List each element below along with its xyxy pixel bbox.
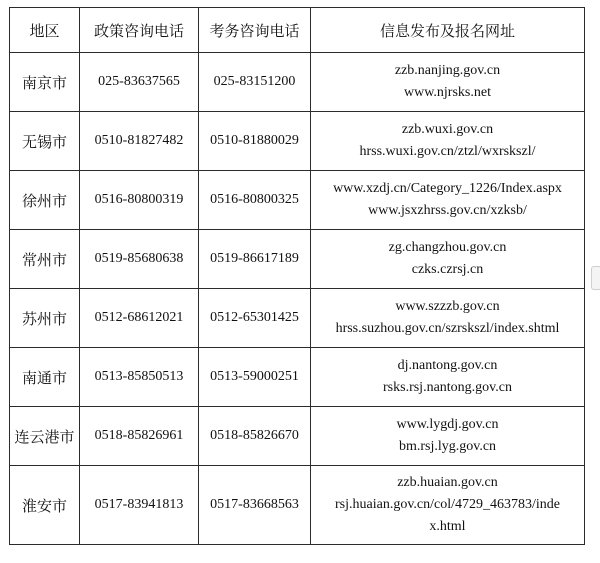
website-cell bbox=[311, 53, 585, 112]
exam-phone-cell: 025-83151200 bbox=[199, 53, 311, 112]
exam-phone-cell: 0513-59000251 bbox=[199, 348, 311, 407]
table-row bbox=[10, 53, 585, 112]
website-link: rsj.huaian.gov.cn/col/4729_463783/inde bbox=[335, 497, 560, 512]
table-row bbox=[10, 466, 585, 545]
website-link: czks.czrsj.cn bbox=[411, 262, 484, 277]
website-link: hrss.wuxi.gov.cn/ztzl/wxrskszl/ bbox=[359, 144, 536, 159]
website-link: www.lygdj.gov.cn bbox=[396, 417, 499, 432]
website-cell bbox=[311, 112, 585, 171]
website-link: zzb.wuxi.gov.cn bbox=[401, 122, 494, 137]
website-cell bbox=[311, 230, 585, 289]
city-cell: 无锡市 bbox=[10, 112, 80, 171]
website-link: zg.changzhou.gov.cn bbox=[388, 240, 507, 255]
website-link: zzb.huaian.gov.cn bbox=[397, 475, 498, 490]
header-region: 地区 bbox=[10, 8, 80, 53]
policy-phone-cell: 0519-85680638 bbox=[80, 230, 199, 289]
exam-phone-cell: 0518-85826670 bbox=[199, 407, 311, 466]
website-cell bbox=[311, 289, 585, 348]
website-link: hrss.suzhou.gov.cn/szrskszl/index.shtml bbox=[335, 321, 560, 336]
website-link: www.xzdj.cn/Category_1226/Index.aspx bbox=[333, 181, 562, 196]
table-row bbox=[10, 171, 585, 230]
website-cell bbox=[311, 171, 585, 230]
website-cell bbox=[311, 407, 585, 466]
city-cell: 南京市 bbox=[10, 53, 80, 112]
exam-phone-cell: 0516-80800325 bbox=[199, 171, 311, 230]
table-row bbox=[10, 348, 585, 407]
website-link: x.html bbox=[429, 519, 466, 534]
exam-phone-cell: 0510-81880029 bbox=[199, 112, 311, 171]
exam-phone-cell: 0519-86617189 bbox=[199, 230, 311, 289]
table-row bbox=[10, 230, 585, 289]
policy-phone-cell: 025-83637565 bbox=[80, 53, 199, 112]
table-row bbox=[10, 407, 585, 466]
side-scroll-tab[interactable] bbox=[591, 266, 600, 290]
exam-phone-cell: 0512-65301425 bbox=[199, 289, 311, 348]
website-link: dj.nantong.gov.cn bbox=[397, 358, 498, 373]
website-link: www.njrsks.net bbox=[404, 85, 491, 100]
website-cell bbox=[311, 466, 585, 545]
city-cell: 徐州市 bbox=[10, 171, 80, 230]
policy-phone-cell: 0510-81827482 bbox=[80, 112, 199, 171]
website-link: bm.rsj.lyg.gov.cn bbox=[398, 439, 497, 454]
city-cell: 淮安市 bbox=[10, 466, 80, 545]
city-cell: 苏州市 bbox=[10, 289, 80, 348]
header-policy-phone: 政策咨询电话 bbox=[80, 8, 199, 53]
contact-table bbox=[9, 7, 585, 545]
city-cell: 连云港市 bbox=[10, 407, 80, 466]
website-link: www.szzzb.gov.cn bbox=[395, 299, 500, 314]
city-cell: 南通市 bbox=[10, 348, 80, 407]
policy-phone-cell: 0513-85850513 bbox=[80, 348, 199, 407]
header-website: 信息发布及报名网址 bbox=[311, 8, 585, 53]
website-link: www.jsxzhrss.gov.cn/xzksb/ bbox=[368, 203, 527, 218]
table-row bbox=[10, 289, 585, 348]
policy-phone-cell: 0518-85826961 bbox=[80, 407, 199, 466]
exam-phone-cell: 0517-83668563 bbox=[199, 466, 311, 545]
header-row bbox=[10, 8, 585, 53]
header-exam-phone: 考务咨询电话 bbox=[199, 8, 311, 53]
policy-phone-cell: 0517-83941813 bbox=[80, 466, 199, 545]
city-cell: 常州市 bbox=[10, 230, 80, 289]
website-link: zzb.nanjing.gov.cn bbox=[394, 63, 501, 78]
website-link: rsks.rsj.nantong.gov.cn bbox=[383, 380, 512, 395]
website-cell bbox=[311, 348, 585, 407]
policy-phone-cell: 0516-80800319 bbox=[80, 171, 199, 230]
policy-phone-cell: 0512-68612021 bbox=[80, 289, 199, 348]
table-row bbox=[10, 112, 585, 171]
